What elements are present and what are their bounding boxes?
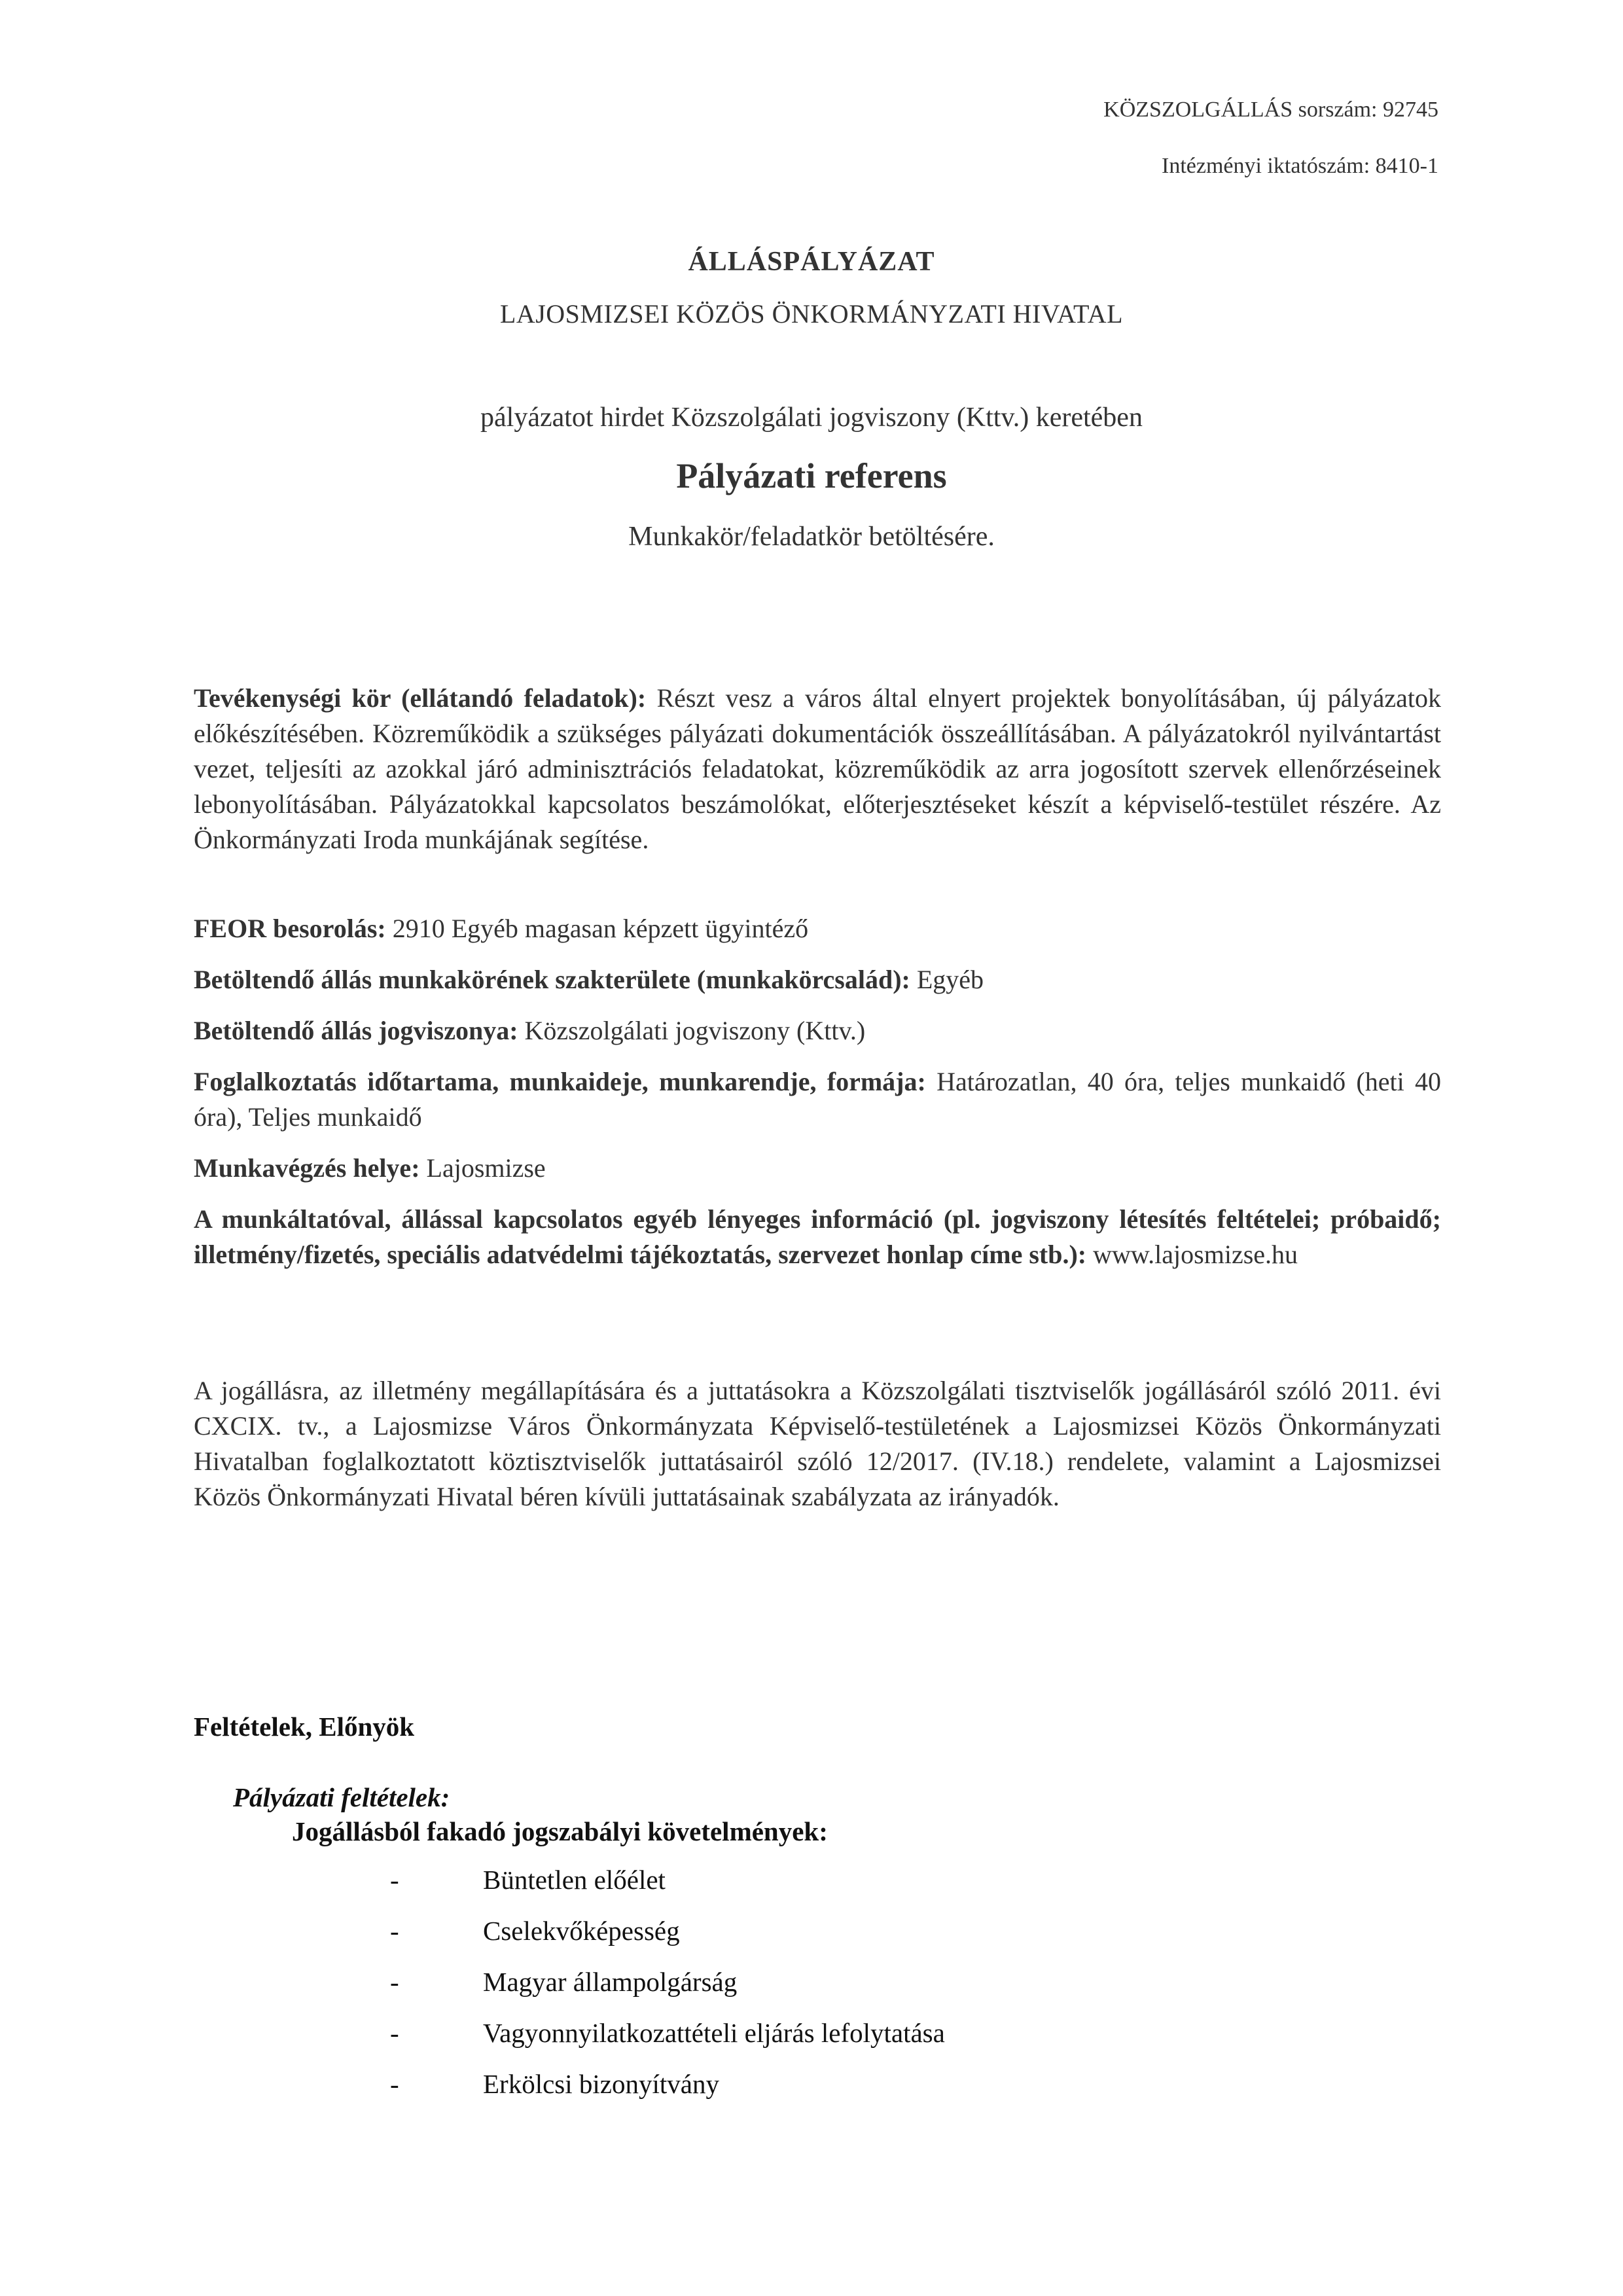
workplace-value: Lajosmizse bbox=[426, 1153, 546, 1183]
employment-value: Határozatlan, 40 óra, teljes munkaidő (heti 40 óra), Teljes munkaidő bbox=[194, 1067, 1441, 1132]
legal-paragraph: A jogállásra, az illetmény megállapítására és a juttatásokra a Közszolgálati tisztviselők jogállásáról szóló 2011. évi CXCIX. tv., a Lajosmizse Város Önkormányzata Képviselő-testületének a Lajosmizsei Közös Önkormányzati Hivatalban foglalkoztatott köztisztviselők juttatásairól szóló 12/2017. (IV.18.) rendelete, valamint a Lajosmizsei Közös Önkormányzati Hivatal béren kívüli juttatásainak szabályzata az irányadók. bbox=[194, 1376, 1441, 1511]
workplace-label: Munkavégzés helye: bbox=[194, 1153, 420, 1183]
legal-relationship-field bbox=[194, 1013, 1441, 1049]
list-item-text: Cselekvőképesség bbox=[483, 1916, 680, 1946]
bullet-dash: - bbox=[390, 1865, 399, 1895]
bullet-dash: - bbox=[390, 2069, 399, 2099]
position-subtitle: Munkakör/feladatkör betöltésére. bbox=[628, 522, 995, 552]
document-title: ÁLLÁSPÁLYÁZAT bbox=[688, 247, 935, 277]
announcement-line: pályázatot hirdet Közszolgálati jogviszony (Kttv.) keretében bbox=[480, 403, 1143, 433]
institution-reference: Intézményi iktatószám: 8410-1 bbox=[1162, 154, 1438, 178]
list-item-text: Vagyonnyilatkozattételi eljárás lefolytatása bbox=[483, 2018, 945, 2048]
feor-label: FEOR besorolás: bbox=[194, 914, 386, 943]
activity-value: Részt vesz a város által elnyert projektek bonyolításában, új pályázatok előkészítésében. Közreműködik a szükséges pályázati dokumentációk összeállításában. A pályázatokról nyilvántartást vezet, teljesíti az azokkal járó adminisztrációs feladatokat, közreműködik az arra jogosított szervek ellenőrzéseinek lebonyolításában. Pályázatokkal kapcsolatos beszámolókat, előterjesztéseket készít a képviselő-testület részére. Az Önkormányzati Iroda munkájának segítése. bbox=[194, 683, 1441, 854]
field-of-work-field bbox=[194, 962, 1441, 997]
field-of-work-label: Betöltendő állás munkakörének szakterülete (munkakörcsalád): bbox=[194, 965, 910, 994]
conditions-subsection-title: Pályázati feltételek: bbox=[233, 1782, 450, 1812]
employment-field bbox=[194, 1064, 1441, 1135]
other-info-label: A munkáltatóval, állással kapcsolatos egyéb lényeges információ (pl. jogviszony létesítés feltételei; próbaidő; illetmény/fizetés, speciális adatvédelmi tájékoztatás, szervezet honlap címe stb.): bbox=[194, 1204, 1441, 1269]
legal-relationship-value: Közszolgálati jogviszony (Kttv.) bbox=[524, 1016, 866, 1045]
list-item bbox=[390, 2017, 945, 2049]
feor-value: 2910 Egyéb magasan képzett ügyintéző bbox=[392, 914, 809, 943]
field-of-work-value: Egyéb bbox=[916, 965, 984, 994]
requirements-group-title: Jogállásból fakadó jogszabályi követelmények: bbox=[292, 1816, 828, 1846]
workplace-field bbox=[194, 1151, 1441, 1186]
activity-field bbox=[194, 681, 1441, 857]
website-link[interactable]: www.lajosmizse.hu bbox=[1093, 1240, 1298, 1269]
list-item-text: Magyar állampolgárság bbox=[483, 1967, 738, 1997]
bullet-dash: - bbox=[390, 1916, 399, 1946]
employment-label: Foglalkoztatás időtartama, munkaideje, munkarendje, formája: bbox=[194, 1067, 926, 1096]
list-item-text: Büntetlen előélet bbox=[483, 1865, 666, 1895]
bullet-dash: - bbox=[390, 2018, 399, 2048]
kozszolgallas-reference: KÖZSZOLGÁLLÁS sorszám: 92745 bbox=[1103, 98, 1438, 122]
list-item bbox=[390, 1966, 737, 1998]
conditions-section-title: Feltételek, Előnyök bbox=[194, 1712, 415, 1742]
bullet-dash: - bbox=[390, 1967, 399, 1997]
activity-label: Tevékenységi kör (ellátandó feladatok): bbox=[194, 683, 647, 713]
other-info-field bbox=[194, 1202, 1441, 1272]
position-title: Pályázati referens bbox=[676, 456, 947, 495]
list-item bbox=[390, 1915, 680, 1946]
legal-relationship-label: Betöltendő állás jogviszonya: bbox=[194, 1016, 518, 1045]
list-item bbox=[390, 1864, 666, 1895]
feor-field bbox=[194, 911, 1441, 946]
organization-name: LAJOSMIZSEI KÖZÖS ÖNKORMÁNYZATI HIVATAL bbox=[499, 299, 1124, 329]
list-item bbox=[390, 2068, 719, 2100]
list-item-text: Erkölcsi bizonyítvány bbox=[483, 2069, 719, 2099]
